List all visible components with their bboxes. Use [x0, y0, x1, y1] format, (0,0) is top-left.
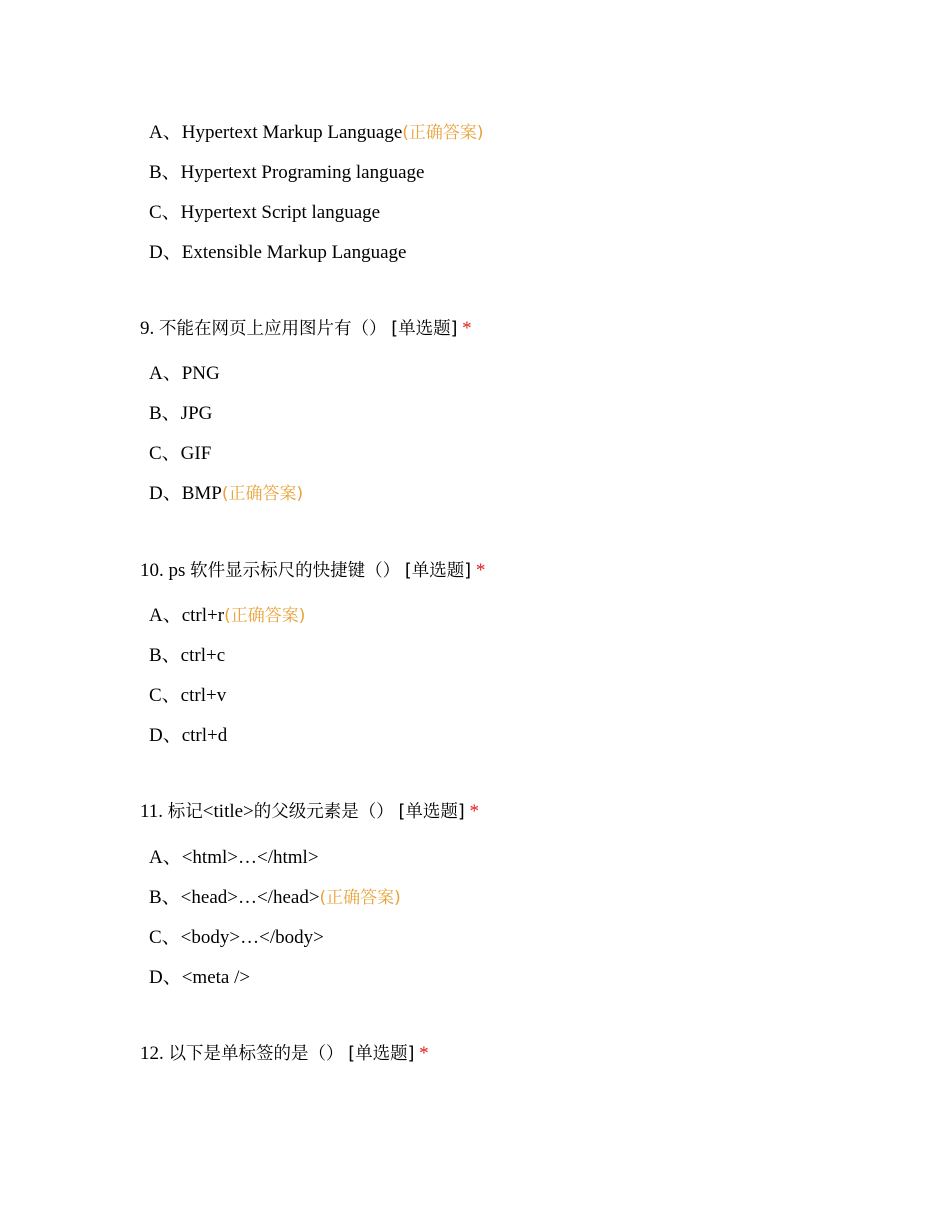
q9-option-a	[149, 362, 220, 386]
question-tag: <title>	[202, 801, 254, 822]
option-label: C、<body>…</body>	[149, 927, 324, 948]
q10-option-b	[149, 644, 225, 668]
option-label: A、Hypertext Markup Language	[149, 122, 403, 143]
required-mark: *	[475, 560, 486, 581]
q9-option-c	[149, 442, 211, 466]
correct-answer-tag: (正确答案)	[221, 484, 304, 504]
q10-title	[140, 559, 485, 583]
option-label: A、PNG	[149, 363, 220, 384]
option-label: B、Hypertext Programing language	[149, 162, 425, 183]
option-label: C、ctrl+v	[149, 685, 227, 706]
option-label: B、ctrl+c	[149, 645, 226, 666]
question-text: 的父级元素是（）	[253, 802, 394, 822]
q10-option-c	[149, 684, 226, 708]
q8-option-a	[149, 121, 484, 145]
question-type: [单选题]	[404, 561, 472, 581]
question-number: 9.	[140, 318, 155, 339]
option-label: C、GIF	[149, 443, 212, 464]
q9-option-d	[149, 482, 303, 506]
q11-option-b	[149, 886, 401, 910]
q8-option-b	[149, 161, 424, 185]
option-label: D、BMP	[149, 483, 222, 504]
correct-answer-tag: (正确答案)	[224, 606, 306, 626]
q11-option-a	[149, 846, 319, 870]
option-label: D、<meta />	[149, 967, 251, 988]
q8-option-d	[149, 241, 406, 265]
q11-option-d	[149, 966, 250, 990]
question-number: 12.	[140, 1043, 164, 1064]
option-label: A、<html>…</html>	[149, 847, 319, 868]
question-text: 软件显示标尺的快捷键（）	[190, 561, 401, 581]
question-number: 11.	[140, 801, 164, 822]
question-type: [单选题]	[348, 1044, 415, 1064]
q10-option-d	[149, 724, 227, 748]
question-text: 不能在网页上应用图片有（）	[159, 319, 387, 339]
required-mark: *	[462, 318, 472, 339]
question-text: 标记	[167, 802, 203, 822]
q9-option-b	[149, 402, 212, 426]
question-prefix: ps	[168, 560, 186, 581]
option-label: D、ctrl+d	[149, 725, 228, 746]
option-label: B、<head>…</head>	[149, 887, 320, 908]
correct-answer-tag: (正确答案)	[319, 888, 401, 908]
option-label: D、Extensible Markup Language	[149, 242, 407, 263]
question-type: [单选题]	[398, 802, 465, 822]
question-type: [单选题]	[391, 319, 458, 339]
question-text: 以下是单标签的是（）	[168, 1044, 344, 1064]
q10-option-a	[149, 604, 305, 628]
required-mark: *	[469, 801, 479, 822]
option-label: B、JPG	[149, 403, 213, 424]
q11-title	[140, 800, 479, 824]
q8-option-c	[149, 201, 380, 225]
q9-title	[140, 317, 472, 341]
question-number: 10.	[140, 560, 164, 581]
correct-answer-tag: (正确答案)	[402, 123, 484, 143]
q12-title	[140, 1042, 429, 1066]
q11-option-c	[149, 926, 324, 950]
option-label: C、Hypertext Script language	[149, 202, 381, 223]
required-mark: *	[419, 1043, 429, 1064]
option-label: A、ctrl+r	[149, 605, 225, 626]
